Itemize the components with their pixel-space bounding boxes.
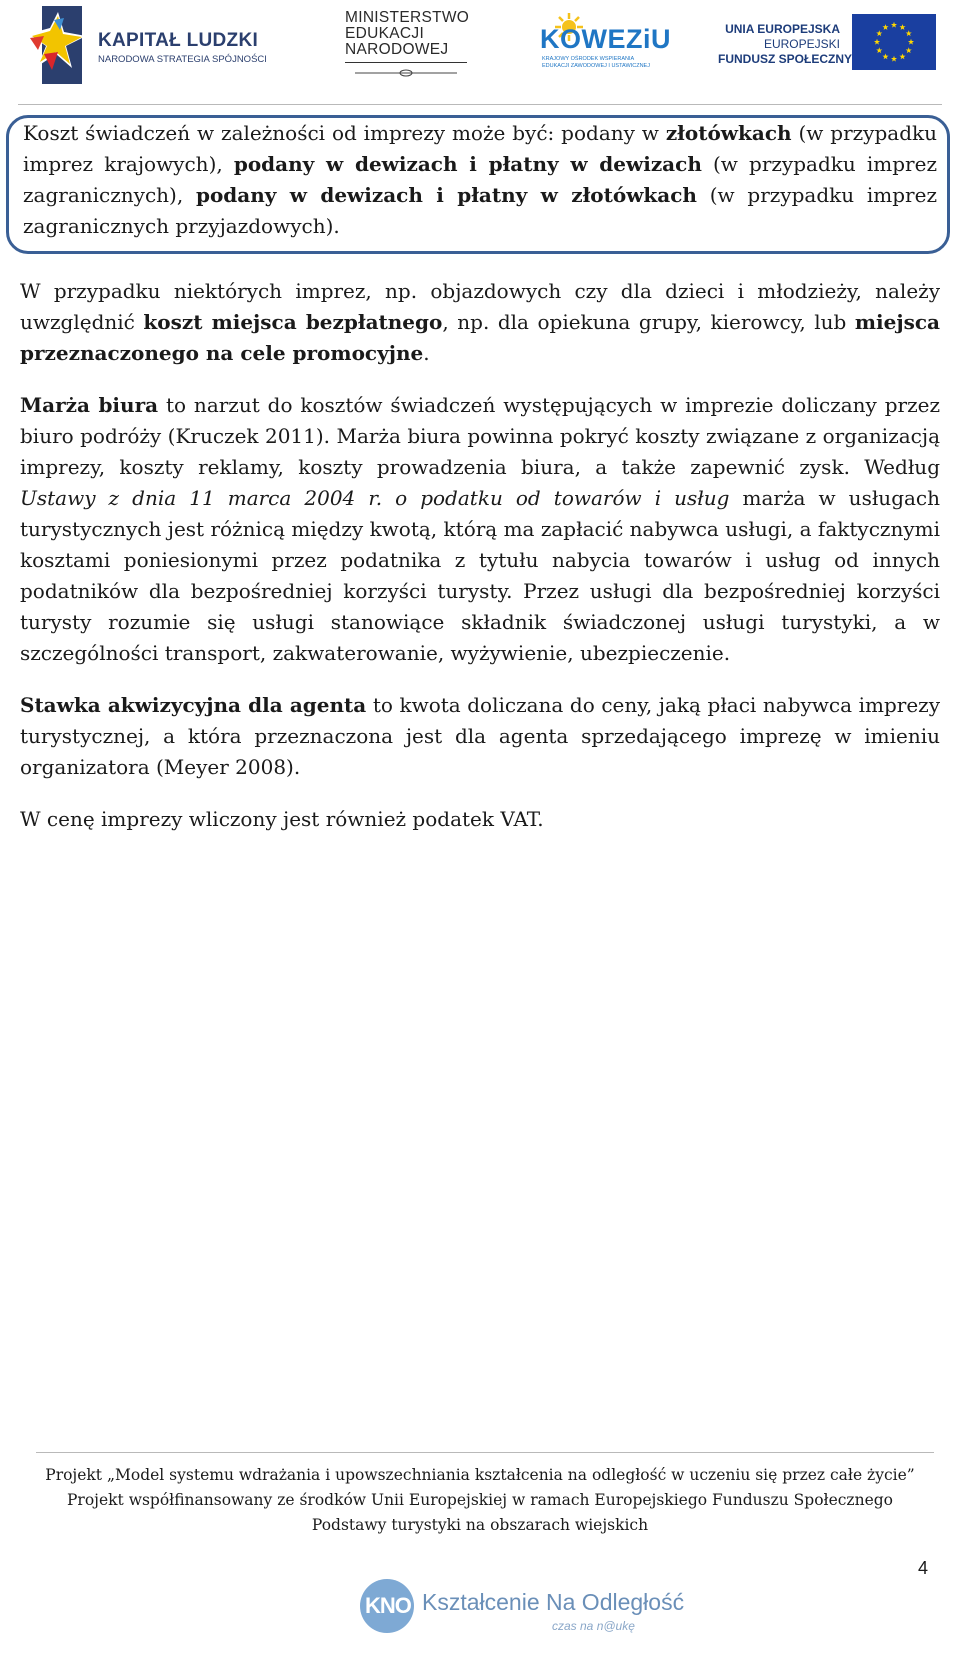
- eu-line-3: FUNDUSZ SPOŁECZNY: [718, 52, 853, 66]
- koweziu-logo: [540, 12, 671, 74]
- page-header: [0, 0, 960, 100]
- paragraph-vat: [20, 804, 940, 835]
- bold-term: koszt miejsca bezpłatnego: [143, 310, 443, 334]
- text-run: marża w usługach turystycznych jest różnicą między kwotą, którą ma zapłacić nabywca usługi, a faktycznymi kosztami poniesionymi przez podatnika z tytułu nabycia towarów i usług od innych podatników dla bezpośredniej korzyści turysty. Przez usługi dla bezpośredniej korzyści turysty rozumie się usługi stanowiące składnik świadczonej usługi turystyki, a w szczególności transport, zakwaterowanie, wyżywienie, ubezpieczenie.: [20, 486, 941, 665]
- kno-name: Kształcenie Na Odległość: [422, 1589, 685, 1615]
- text-run: to narzut do kosztów świadczeń występujących w imprezie doliczany przez biuro podróży (Kruczek 2011). Marża biura powinna pokryć koszty związane z organizacją imprezy, koszty reklamy, koszty prowadzenia biura, a także zapewnić zysk. Według: [20, 393, 940, 479]
- page-number: 4: [918, 1558, 929, 1578]
- header-divider: [18, 104, 942, 105]
- footer-divider: [36, 1452, 934, 1453]
- highlight-box: [6, 115, 950, 254]
- italic-citation: Ustawy z dnia 11 marca 2004 r. o podatku od towarów i usług: [20, 486, 730, 510]
- ministry-line-3: NARODOWEJ: [345, 41, 449, 58]
- eu-logo: [718, 14, 940, 72]
- footer-project-line: Projekt „Model systemu wdrażania i upowszechniania kształcenia na odległość w uczeniu się przez całe życie”: [45, 1466, 915, 1484]
- kno-tagline: czas na n@ukę: [552, 1619, 635, 1633]
- bold-term: Marża biura: [20, 393, 159, 417]
- paragraph-agency-margin: [20, 390, 940, 669]
- kapital-ludzki-title: KAPITAŁ LUDZKI: [98, 30, 259, 51]
- bold-term: miejsca przeznaczonego na cele promocyjne: [20, 310, 940, 365]
- bold-term: złotówkach: [665, 121, 792, 145]
- page-footer: [0, 1463, 960, 1538]
- text-run: W przypadku niektórych imprez, np. objazdowych czy dla dzieci i młodzieży, należy uwzględnić: [20, 279, 940, 334]
- text-run: (w przypadku imprez zagranicznych przyjazdowych).: [23, 183, 937, 238]
- kapital-ludzki-logo: [28, 6, 268, 84]
- text-run: to kwota doliczana do ceny, jaką płaci nabywca imprezy turystycznej, a która przeznaczona jest dla agenta sprzedającego imprezę w imieniu organizatora (Meyer 2008).: [20, 693, 940, 779]
- text-run: .: [423, 341, 430, 365]
- eu-flag-icon: [852, 14, 936, 70]
- koweziu-subtitle-line-2: EDUKACJI ZAWODOWEJ I USTAWICZNEJ: [542, 63, 650, 69]
- text-run: (w przypadku imprez zagranicznych),: [23, 152, 937, 207]
- bold-term: podany w dewizach i płatny w dewizach: [233, 152, 702, 176]
- kapital-ludzki-subtitle: NARODOWA STRATEGIA SPÓJNOŚCI: [98, 54, 267, 65]
- ministry-line-2: EDUKACJI: [345, 25, 425, 42]
- bold-term: podany w dewizach i płatny w złotówkach: [195, 183, 697, 207]
- ministry-line-1: MINISTERSTWO: [345, 9, 470, 26]
- kno-logo: [360, 1575, 685, 1645]
- ministry-rule: [345, 62, 467, 63]
- text-run: (w przypadku imprez krajowych),: [23, 121, 937, 176]
- kno-letters: KNO: [365, 1593, 411, 1618]
- bold-term: Stawka akwizycyjna dla agenta: [20, 693, 367, 717]
- eu-line-1: UNIA EUROPEJSKA: [725, 22, 840, 36]
- koweziu-subtitle: [542, 56, 650, 70]
- kapital-ludzki-emblem-icon: [28, 6, 90, 84]
- text-run: W cenę imprezy wliczony jest również podatek VAT.: [20, 807, 544, 831]
- text-run: Koszt świadczeń w zależności od imprezy może być: podany w: [23, 121, 666, 145]
- ministry-ornament-icon: [345, 68, 467, 78]
- paragraph-free-seat: [20, 276, 940, 369]
- koweziu-subtitle-line-1: KRAJOWY OŚRODEK WSPIERANIA: [542, 56, 635, 62]
- paragraph-agent-commission: [20, 690, 940, 783]
- paragraph-cost-currency: [23, 118, 937, 242]
- ministry-logo: [345, 10, 475, 80]
- text-run: , np. dla opiekuna grupy, kierowcy, lub: [442, 310, 855, 334]
- footer-course-title: Podstawy turystyki na obszarach wiejskich: [311, 1516, 649, 1534]
- eu-line-2: EUROPEJSKI: [763, 37, 840, 51]
- footer-funding-line: Projekt współfinansowany ze środków Unii Europejskiej w ramach Europejskiego Funduszu Społecznego: [67, 1491, 893, 1509]
- document-body: [20, 115, 940, 856]
- koweziu-title: KOWEZiU: [540, 24, 671, 54]
